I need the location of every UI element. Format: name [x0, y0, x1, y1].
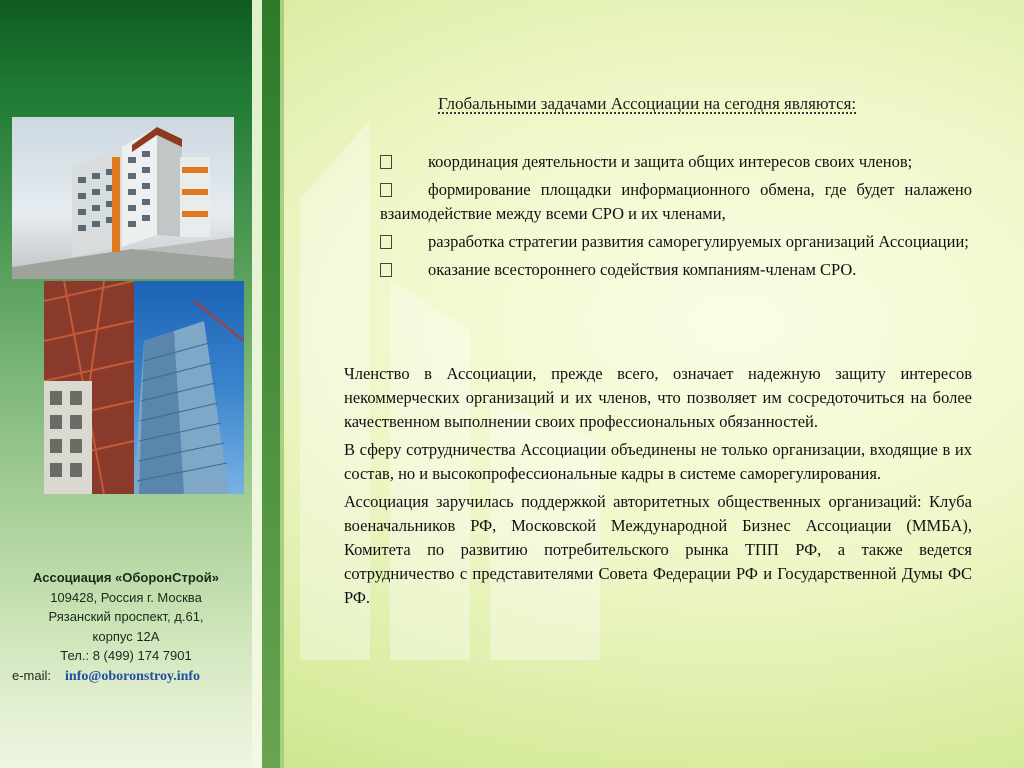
contact-block: [0, 568, 252, 686]
bullet-box-icon: [380, 263, 392, 277]
list-item-text: оказание всестороннего содействия компаниям-членам СРО.: [428, 260, 857, 279]
list-item: [380, 178, 972, 226]
list-item-text: координация деятельности и защита общих интересов своих членов;: [428, 152, 913, 171]
bullet-box-icon: [380, 183, 392, 197]
organization-name: Ассоциация «ОборонСтрой»: [33, 570, 219, 585]
task-list: [380, 150, 972, 286]
email-row: [0, 666, 252, 687]
divider-stripe-dark: [262, 0, 280, 768]
list-item: [380, 258, 972, 282]
address-line: корпус 12А: [92, 628, 160, 644]
divider-stripe-light: [252, 0, 262, 768]
paragraph: Членство в Ассоциации, прежде всего, означает надежную защиту интересов некоммерческих организаций и их членов, что позволяет им сосредоточиться на более качественном выполнении своих профессиональных обязанностей.: [344, 364, 972, 431]
address-line: Рязанский проспект, д.61,: [48, 609, 204, 624]
list-item: [380, 150, 972, 174]
paragraph: Ассоциация заручилась поддержкой авторитетных общественных организаций: Клуба военачальников РФ, Московской Международной Бизнес Ассоциации (ММБА), Комитета по развитию потребительского рынка ТПП РФ, а также ведется сотрудничество с представителями Совета Федерации РФ и Государственной Думы ФС РФ.: [344, 492, 972, 607]
bullet-box-icon: [380, 235, 392, 249]
bullet-box-icon: [380, 155, 392, 169]
construction-skyscraper-photo: [44, 281, 244, 494]
divider-stripe-thin: [280, 0, 284, 768]
residential-building-photo: [12, 117, 234, 279]
email-link[interactable]: info@oboronstroy.info: [65, 668, 201, 684]
paragraph: В сферу сотрудничества Ассоциации объединены не только организации, входящие в их состав, но и высокопрофессиональные кадры в системе саморегулирования.: [344, 440, 972, 483]
phone-number: Тел.: 8 (499) 174 7901: [60, 648, 192, 663]
email-label: e-mail:: [12, 667, 52, 683]
list-item: [380, 230, 972, 254]
address-line: 109428, Россия г. Москва: [50, 589, 202, 605]
slide-heading: Глобальными задачами Ассоциации на сегодня являются:: [438, 94, 857, 113]
body-text: [344, 362, 972, 614]
list-item-text: разработка стратегии развития саморегулируемых организаций Ассоциации;: [428, 232, 969, 251]
list-item-text: формирование площадки информационного обмена, где будет налажено взаимодействие между всеми СРО и их членами,: [380, 180, 972, 223]
